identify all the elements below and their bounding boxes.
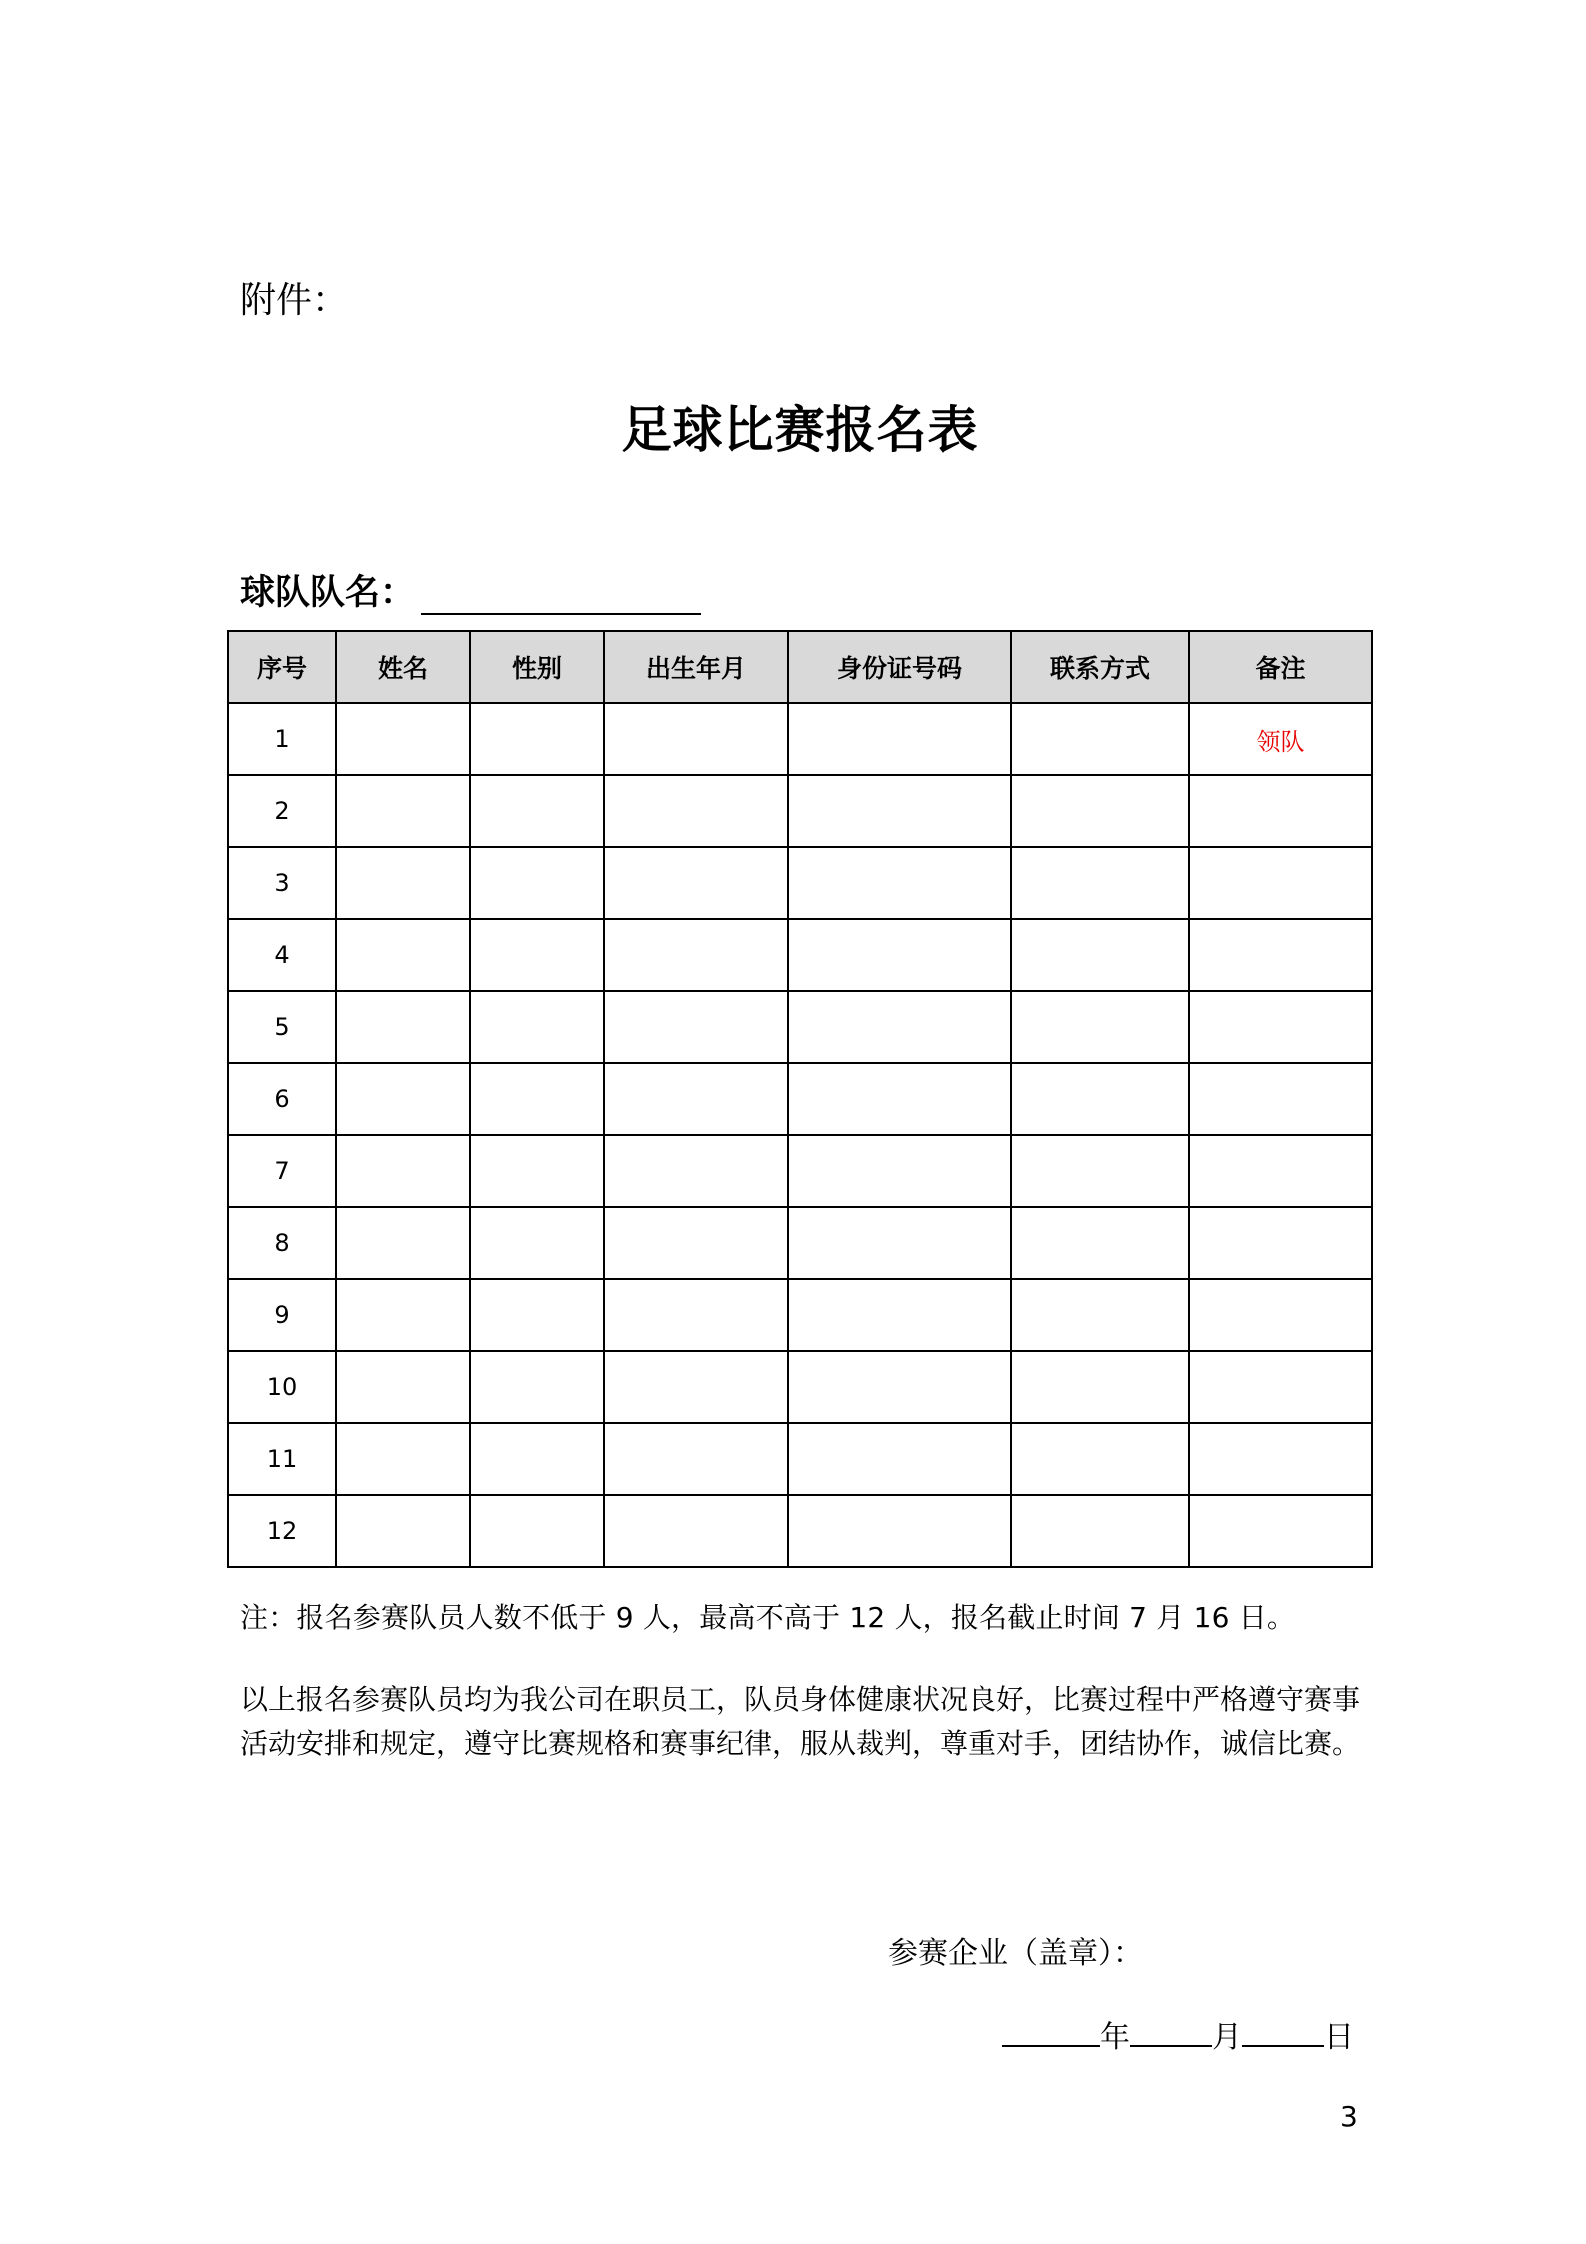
table-row xyxy=(228,1135,1372,1207)
day-label: 日 xyxy=(1324,2020,1354,2055)
header-cell: 备注 xyxy=(1189,631,1372,703)
row-number-cell: 7 xyxy=(228,1135,336,1207)
note-text: 注：报名参赛队员人数不低于 9 人，最高不高于 12 人，报名截止时间 7 月 16 日。 xyxy=(240,1601,1296,1634)
row-number-cell: 8 xyxy=(228,1207,336,1279)
year-label: 年 xyxy=(1100,2020,1130,2055)
row-number-cell: 2 xyxy=(228,775,336,847)
row-number-cell: 4 xyxy=(228,919,336,991)
day-blank[interactable] xyxy=(1242,2015,1324,2047)
gender-cell[interactable] xyxy=(470,1279,604,1351)
page-number: 3 xyxy=(1340,2100,1358,2133)
id-number-cell[interactable] xyxy=(788,1495,1011,1567)
year-blank[interactable] xyxy=(1002,2015,1100,2047)
id-number-cell[interactable] xyxy=(788,847,1011,919)
remark-cell[interactable]: 领队 xyxy=(1189,703,1372,775)
signature-label: 参赛企业（盖章）： xyxy=(888,1936,1143,1971)
gender-cell[interactable] xyxy=(470,1351,604,1423)
name-cell[interactable] xyxy=(336,991,470,1063)
contact-cell[interactable] xyxy=(1011,991,1189,1063)
name-cell[interactable] xyxy=(336,1207,470,1279)
name-cell[interactable] xyxy=(336,847,470,919)
gender-cell[interactable] xyxy=(470,1423,604,1495)
remark-cell[interactable] xyxy=(1189,775,1372,847)
birth-date-cell[interactable] xyxy=(604,775,788,847)
table-row xyxy=(228,1063,1372,1135)
id-number-cell[interactable] xyxy=(788,1207,1011,1279)
table-row xyxy=(228,1423,1372,1495)
id-number-cell[interactable] xyxy=(788,775,1011,847)
row-number-cell: 10 xyxy=(228,1351,336,1423)
contact-cell[interactable] xyxy=(1011,1351,1189,1423)
attachment-label: 附件： xyxy=(240,280,349,321)
gender-cell[interactable] xyxy=(470,919,604,991)
birth-date-cell[interactable] xyxy=(604,847,788,919)
gender-cell[interactable] xyxy=(470,1495,604,1567)
table-row xyxy=(228,775,1372,847)
id-number-cell[interactable] xyxy=(788,1135,1011,1207)
remark-cell[interactable] xyxy=(1189,1063,1372,1135)
birth-date-cell[interactable] xyxy=(604,1495,788,1567)
remark-cell[interactable] xyxy=(1189,1135,1372,1207)
header-cell: 联系方式 xyxy=(1011,631,1189,703)
contact-cell[interactable] xyxy=(1011,919,1189,991)
header-cell: 序号 xyxy=(228,631,336,703)
name-cell[interactable] xyxy=(336,703,470,775)
gender-cell[interactable] xyxy=(470,991,604,1063)
birth-date-cell[interactable] xyxy=(604,1135,788,1207)
table-row xyxy=(228,1207,1372,1279)
declaration-line: 以上报名参赛队员均为我公司在职员工，队员身体健康状况良好，比赛过程中严格遵守赛事 xyxy=(240,1683,1361,1716)
header-cell: 性别 xyxy=(470,631,604,703)
id-number-cell[interactable] xyxy=(788,703,1011,775)
id-number-cell[interactable] xyxy=(788,991,1011,1063)
date-line xyxy=(1002,2012,1354,2056)
birth-date-cell[interactable] xyxy=(604,1423,788,1495)
remark-cell[interactable] xyxy=(1189,1279,1372,1351)
name-cell[interactable] xyxy=(336,775,470,847)
birth-date-cell[interactable] xyxy=(604,919,788,991)
contact-cell[interactable] xyxy=(1011,1279,1189,1351)
name-cell[interactable] xyxy=(336,1279,470,1351)
remark-cell[interactable] xyxy=(1189,1423,1372,1495)
table-row xyxy=(228,1351,1372,1423)
id-number-cell[interactable] xyxy=(788,919,1011,991)
contact-cell[interactable] xyxy=(1011,1423,1189,1495)
contact-cell[interactable] xyxy=(1011,1495,1189,1567)
birth-date-cell[interactable] xyxy=(604,1279,788,1351)
name-cell[interactable] xyxy=(336,919,470,991)
row-number-cell: 5 xyxy=(228,991,336,1063)
team-name-line xyxy=(240,565,701,615)
birth-date-cell[interactable] xyxy=(604,1351,788,1423)
team-name-label: 球队队名： xyxy=(240,573,416,613)
page-title: 足球比赛报名表 xyxy=(621,400,979,459)
contact-cell[interactable] xyxy=(1011,703,1189,775)
birth-date-cell[interactable] xyxy=(604,703,788,775)
header-cell: 身份证号码 xyxy=(788,631,1011,703)
gender-cell[interactable] xyxy=(470,775,604,847)
gender-cell[interactable] xyxy=(470,703,604,775)
contact-cell[interactable] xyxy=(1011,775,1189,847)
id-number-cell[interactable] xyxy=(788,1279,1011,1351)
table-row xyxy=(228,703,1372,775)
row-number-cell: 6 xyxy=(228,1063,336,1135)
month-blank[interactable] xyxy=(1130,2015,1212,2047)
name-cell[interactable] xyxy=(336,1495,470,1567)
table-row xyxy=(228,1495,1372,1567)
gender-cell[interactable] xyxy=(470,1063,604,1135)
header-cell: 出生年月 xyxy=(604,631,788,703)
row-number-cell: 11 xyxy=(228,1423,336,1495)
gender-cell[interactable] xyxy=(470,1135,604,1207)
table-row xyxy=(228,847,1372,919)
remark-cell[interactable] xyxy=(1189,1351,1372,1423)
row-number-cell: 1 xyxy=(228,703,336,775)
name-cell[interactable] xyxy=(336,1351,470,1423)
table-header-row xyxy=(228,631,1372,703)
row-number-cell: 12 xyxy=(228,1495,336,1567)
month-label: 月 xyxy=(1212,2020,1242,2055)
birth-date-cell[interactable] xyxy=(604,1063,788,1135)
remark-cell[interactable] xyxy=(1189,991,1372,1063)
contact-cell[interactable] xyxy=(1011,1063,1189,1135)
birth-date-cell[interactable] xyxy=(604,1207,788,1279)
contact-cell[interactable] xyxy=(1011,1135,1189,1207)
name-cell[interactable] xyxy=(336,1423,470,1495)
table-row xyxy=(228,919,1372,991)
contact-cell[interactable] xyxy=(1011,1207,1189,1279)
remark-cell[interactable] xyxy=(1189,1207,1372,1279)
declaration-paragraph xyxy=(240,1678,1380,1766)
table-row xyxy=(228,1279,1372,1351)
id-number-cell[interactable] xyxy=(788,1063,1011,1135)
row-number-cell: 9 xyxy=(228,1279,336,1351)
name-cell[interactable] xyxy=(336,1135,470,1207)
name-cell[interactable] xyxy=(336,1063,470,1135)
team-name-blank[interactable] xyxy=(421,577,701,615)
id-number-cell[interactable] xyxy=(788,1351,1011,1423)
remark-cell[interactable] xyxy=(1189,1495,1372,1567)
remark-cell[interactable] xyxy=(1189,847,1372,919)
registration-table xyxy=(227,630,1373,1568)
id-number-cell[interactable] xyxy=(788,1423,1011,1495)
row-number-cell: 3 xyxy=(228,847,336,919)
birth-date-cell[interactable] xyxy=(604,991,788,1063)
contact-cell[interactable] xyxy=(1011,847,1189,919)
header-cell: 姓名 xyxy=(336,631,470,703)
declaration-line: 活动安排和规定，遵守比赛规格和赛事纪律，服从裁判，尊重对手，团结协作，诚信比赛。 xyxy=(240,1727,1361,1760)
gender-cell[interactable] xyxy=(470,847,604,919)
gender-cell[interactable] xyxy=(470,1207,604,1279)
remark-cell[interactable] xyxy=(1189,919,1372,991)
table-row xyxy=(228,991,1372,1063)
